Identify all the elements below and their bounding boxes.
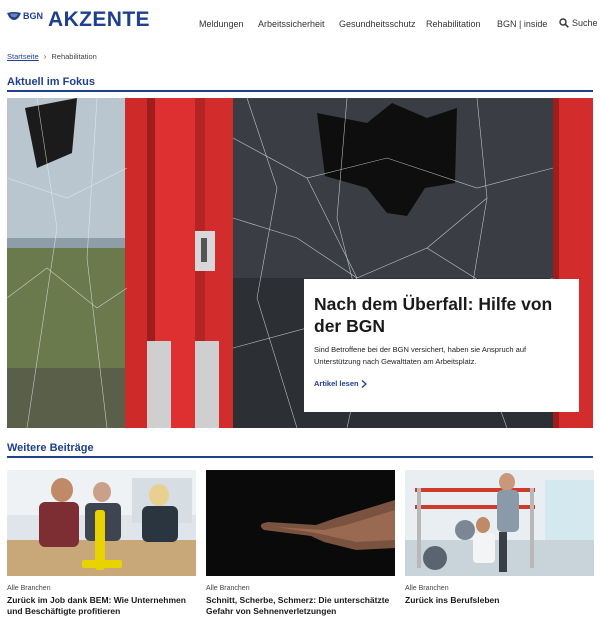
card-image [405,470,594,576]
card-image [206,470,395,576]
nav-item-meldungen[interactable]: Meldungen [199,19,244,29]
search-label: Suche [572,18,598,28]
brand-name: AKZENTE [48,8,150,31]
nav-item-gesundheitsschutz[interactable]: Gesundheitsschutz [339,19,416,29]
site-header [0,0,600,46]
chevron-right-icon [361,380,367,388]
breadcrumb-home-link[interactable]: Startseite [7,52,39,61]
card-title[interactable]: Schnitt, Scherbe, Schmerz: Die unterschätzte Gefahr von Sehnenverletzungen [206,595,390,616]
card-image [7,470,196,576]
nav-item-rehabilitation[interactable]: Rehabilitation [426,19,481,29]
more-heading: Weitere Beiträge [7,442,94,454]
article-card[interactable] [405,470,594,606]
hero-card [304,279,579,412]
breadcrumb [7,52,97,61]
breadcrumb-current: Rehabilitation [51,52,97,61]
article-card[interactable] [7,470,196,617]
nav-item-arbeitssicherheit[interactable]: Arbeitssicherheit [258,19,325,29]
search-icon [559,18,569,28]
card-category: Alle Branchen [405,585,449,592]
card-category: Alle Branchen [206,585,250,592]
hero-title[interactable]: Nach dem Überfall: Hilfe von der BGN [314,294,553,336]
hero-teaser-text: Sind Betroffene bei der BGN versichert, haben sie Anspruch auf Unterstützung nach Gewalttaten am Arbeitsplatz. [314,345,527,366]
brand-prefix: BGN [23,11,43,21]
read-article-link[interactable] [314,379,569,388]
card-title[interactable]: Zurück im Job dank BEM: Wie Unternehmen und Beschäftigte profitieren [7,595,186,616]
breadcrumb-separator-icon: › [43,52,47,61]
nav-item-bgn-inside[interactable]: BGN | inside [497,19,548,29]
card-category: Alle Branchen [7,585,51,592]
article-card[interactable] [206,470,395,617]
card-title[interactable]: Zurück ins Berufsleben [405,595,500,605]
more-divider [7,456,593,458]
hero-teaser[interactable] [7,98,593,428]
main-nav [0,19,600,33]
search-button[interactable] [559,18,598,28]
hand-photo [206,470,395,576]
read-article-label: Artikel lesen [314,379,359,388]
rehab-photo [405,470,594,576]
focus-heading: Aktuell im Fokus [7,76,96,88]
meeting-photo [7,470,196,576]
focus-divider [7,90,593,92]
